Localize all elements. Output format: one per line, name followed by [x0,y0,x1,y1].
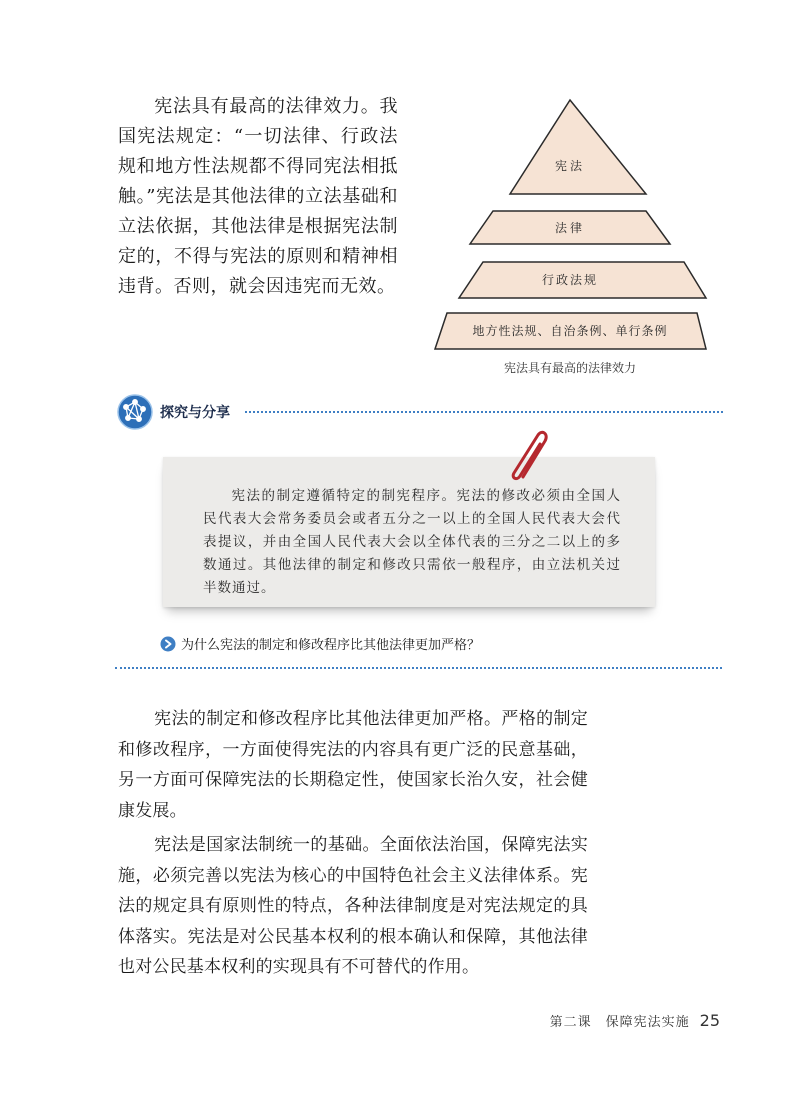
pyramid-label-local-regulations: 地方性法规、自治条例、单行条例 [472,324,668,338]
explore-card-paragraph [203,485,621,600]
pyramid-label-law: 法律 [554,221,586,235]
explore-bottom-divider [115,667,722,669]
body-paragraph [118,830,588,983]
body-text [118,704,588,987]
page-number: 25 [699,1011,720,1030]
figure-caption: 宪法具有最高的法律效力 [503,361,636,375]
explore-header-divider [245,411,723,413]
page-footer [550,1011,720,1033]
explore-section-header [115,392,725,432]
intro-paragraph [118,92,398,302]
pyramid-level-constitution [510,100,646,194]
body-paragraph-text: 宪法的制定和修改程序比其他法律更加严格。严格的制定和修改程序，一方面使得宪法的内容具有更广泛的民意基础，另一方面可保障宪法的长期稳定性，使国家长治久安，社会健康发展。 [118,709,588,821]
pyramid-label-administrative-regulations: 行政法规 [541,273,599,287]
explore-section-title: 探究与分享 [160,405,230,421]
paperclip-icon [497,425,557,485]
explore-question-text: 为什么宪法的制定和修改程序比其他法律更加严格？ [181,638,481,653]
intro-text: 宪法具有最高的法律效力。我国宪法规定：“一切法律、行政法规和地方性法规都不得同宪法相抵触。”宪法是其他法律的立法基础和立法依据，其他法律是根据宪法制定的，不得与宪法的原则和精神相违背。否则，就会因违宪而无效。 [118,96,398,297]
arrow-bullet-icon [160,636,176,652]
footer-lesson-title: 第二课 保障宪法实施 [549,1015,690,1030]
explore-note-card [163,457,655,607]
law-hierarchy-figure [430,92,710,382]
body-paragraph-text: 宪法是国家法制统一的基础。全面依法治国，保障宪法实施，必须完善以宪法为核心的中国特色社会主义法律体系。宪法的规定具有原则性的特点，各种法律制度是对宪法规定的具体落实。宪法是对公民基本权利的根本确认和保障，其他法律也对公民基本权利的实现具有不可替代的作用。 [118,835,588,977]
explore-card-text: 宪法的制定遵循特定的制宪程序。宪法的修改必须由全国人民代表大会常务委员会或者五分之一以上的全国人民代表大会代表提议，并由全国人民代表大会以全体代表的三分之二以上的多数通过。其他法律的制定和修改只需依一般程序，由立法机关过半数通过。 [203,488,621,596]
body-paragraph [118,704,588,826]
globe-network-icon [115,392,155,432]
pyramid-label-constitution: 宪法 [554,159,586,173]
law-hierarchy-pyramid [430,92,710,352]
